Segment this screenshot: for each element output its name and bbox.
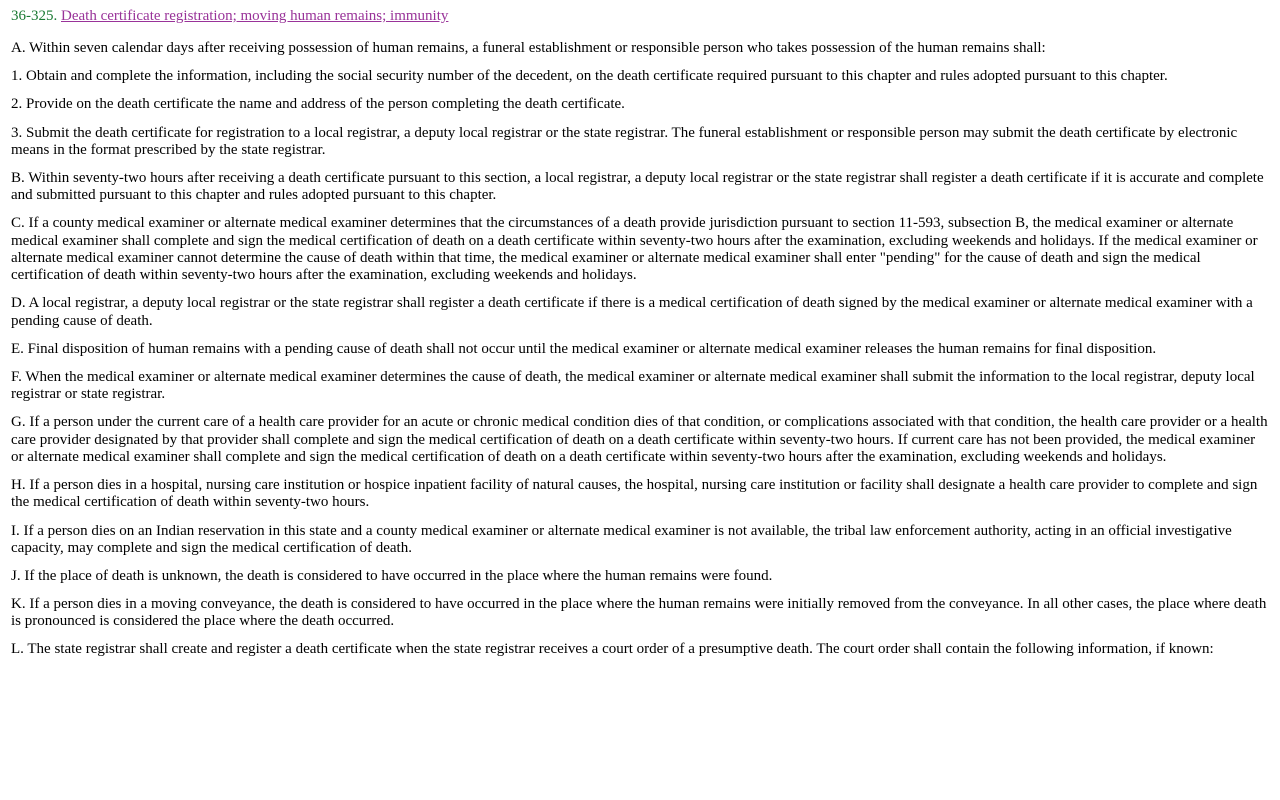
statute-paragraph-a2: 2. Provide on the death certificate the name and address of the person completing the death certificate. (11, 96, 625, 113)
statute-paragraph-a3: 3. Submit the death certificate for registration to a local registrar, a deputy local registrar or the state registrar. The funeral establishment or responsible person may submit the death certificate by electronic means in the format prescribed by the state registrar. (11, 124, 1238, 158)
statute-body (11, 40, 1269, 659)
paragraph-spacer (11, 330, 1269, 341)
paragraph-spacer (11, 114, 1269, 125)
statute-paragraph-g: G. If a person under the current care of a health care provider for an acute or chronic medical condition dies of that condition, or complications associated with that condition, the health care provider or a health care provider designated by that provider shall complete and sign the medical certification of death on a death certificate within seventy-two hours. If current care has not been provided, the medical examiner or alternate medical examiner shall complete and sign the medical certification of death on a death certificate within seventy-two hours after the examination, excluding weekends and holidays. (11, 414, 1268, 465)
paragraph-spacer (11, 585, 1269, 596)
paragraph-spacer (11, 512, 1269, 523)
section-number: 36-325. (11, 8, 58, 24)
statute-paragraph-b: B. Within seventy-two hours after receiving a death certificate pursuant to this section, a local registrar, a deputy local registrar or the state registrar shall register a death certificate if it is accurate and complete and submitted pursuant to this chapter and rules adopted pursuant to this chapter. (11, 169, 1264, 204)
statute-paragraph-e: E. Final disposition of human remains with a pending cause of death shall not occur until the medical examiner or alternate medical examiner releases the human remains for final disposition. (11, 340, 1157, 357)
statute-paragraph-i: I. If a person dies on an Indian reservation in this state and a county medical examiner or alternate medical examiner is not available, the tribal law enforcement authority, acting in an official investigative capacity, may complete and sign the medical certification of death. (11, 522, 1232, 556)
paragraph-spacer (11, 358, 1269, 369)
heading-spacer (11, 29, 1269, 40)
paragraph-spacer (11, 86, 1269, 97)
statute-paragraph-f: F. When the medical examiner or alternate medical examiner determines the cause of death, the medical examiner or alternate medical examiner shall submit the information to the local registrar, deputy local registrar or state registrar. (11, 368, 1255, 403)
paragraph-spacer (11, 159, 1269, 170)
statute-paragraph-a: A. Within seven calendar days after receiving possession of human remains, a funeral establishment or responsible person who takes possession of the human remains shall: (11, 40, 1046, 57)
section-heading (11, 8, 1269, 25)
statute-paragraph-l: L. The state registrar shall create and register a death certificate when the state registrar receives a court order of a presumptive death. The court order shall contain the following information, if known: (11, 641, 1214, 658)
paragraph-spacer (11, 205, 1269, 216)
paragraph-spacer (11, 404, 1269, 415)
statute-paragraph-a1: 1. Obtain and complete the information, including the social security number of the decedent, on the death certificate required pursuant to this chapter and rules adopted pursuant to this chapter. (11, 68, 1168, 85)
paragraph-spacer (11, 466, 1269, 477)
statute-paragraph-k: K. If a person dies in a moving conveyance, the death is considered to have occurred in the place where the human remains were initially removed from the conveyance. In all other cases, the place where death is pronounced is considered the place where the death occurred. (11, 596, 1267, 630)
statute-paragraph-j: J. If the place of death is unknown, the death is considered to have occurred in the place where the human remains were found. (11, 567, 773, 584)
paragraph-spacer (11, 557, 1269, 568)
statute-paragraph-c: C. If a county medical examiner or alternate medical examiner determines that the circumstances of a death provide jurisdiction pursuant to section 11-593, subsection B, the medical examiner or alternate medical examiner shall complete and sign the medical certification of death on a death certificate within seventy-two hours after the examination, excluding weekends and holidays. If the medical examiner or alternate medical examiner cannot determine the cause of death within that time, the medical examiner or alternate medical examiner shall enter "pending" for the cause of death and sign the medical certification of death within seventy-two hours after the examination, excluding weekends and holidays. (11, 215, 1258, 284)
paragraph-spacer (11, 58, 1269, 69)
section-title-link[interactable]: Death certificate registration; moving human remains; immunity (61, 8, 449, 24)
statute-paragraph-h: H. If a person dies in a hospital, nursing care institution or hospice inpatient facility of natural causes, the hospital, nursing care institution or facility shall designate a health care provider to complete and sign the medical certification of death within seventy-two hours. (11, 477, 1258, 511)
statute-paragraph-d: D. A local registrar, a deputy local registrar or the state registrar shall register a death certificate if there is a medical certification of death signed by the medical examiner or alternate medical examiner with a pending cause of death. (11, 295, 1253, 329)
paragraph-spacer (11, 285, 1269, 296)
paragraph-spacer (11, 631, 1269, 642)
